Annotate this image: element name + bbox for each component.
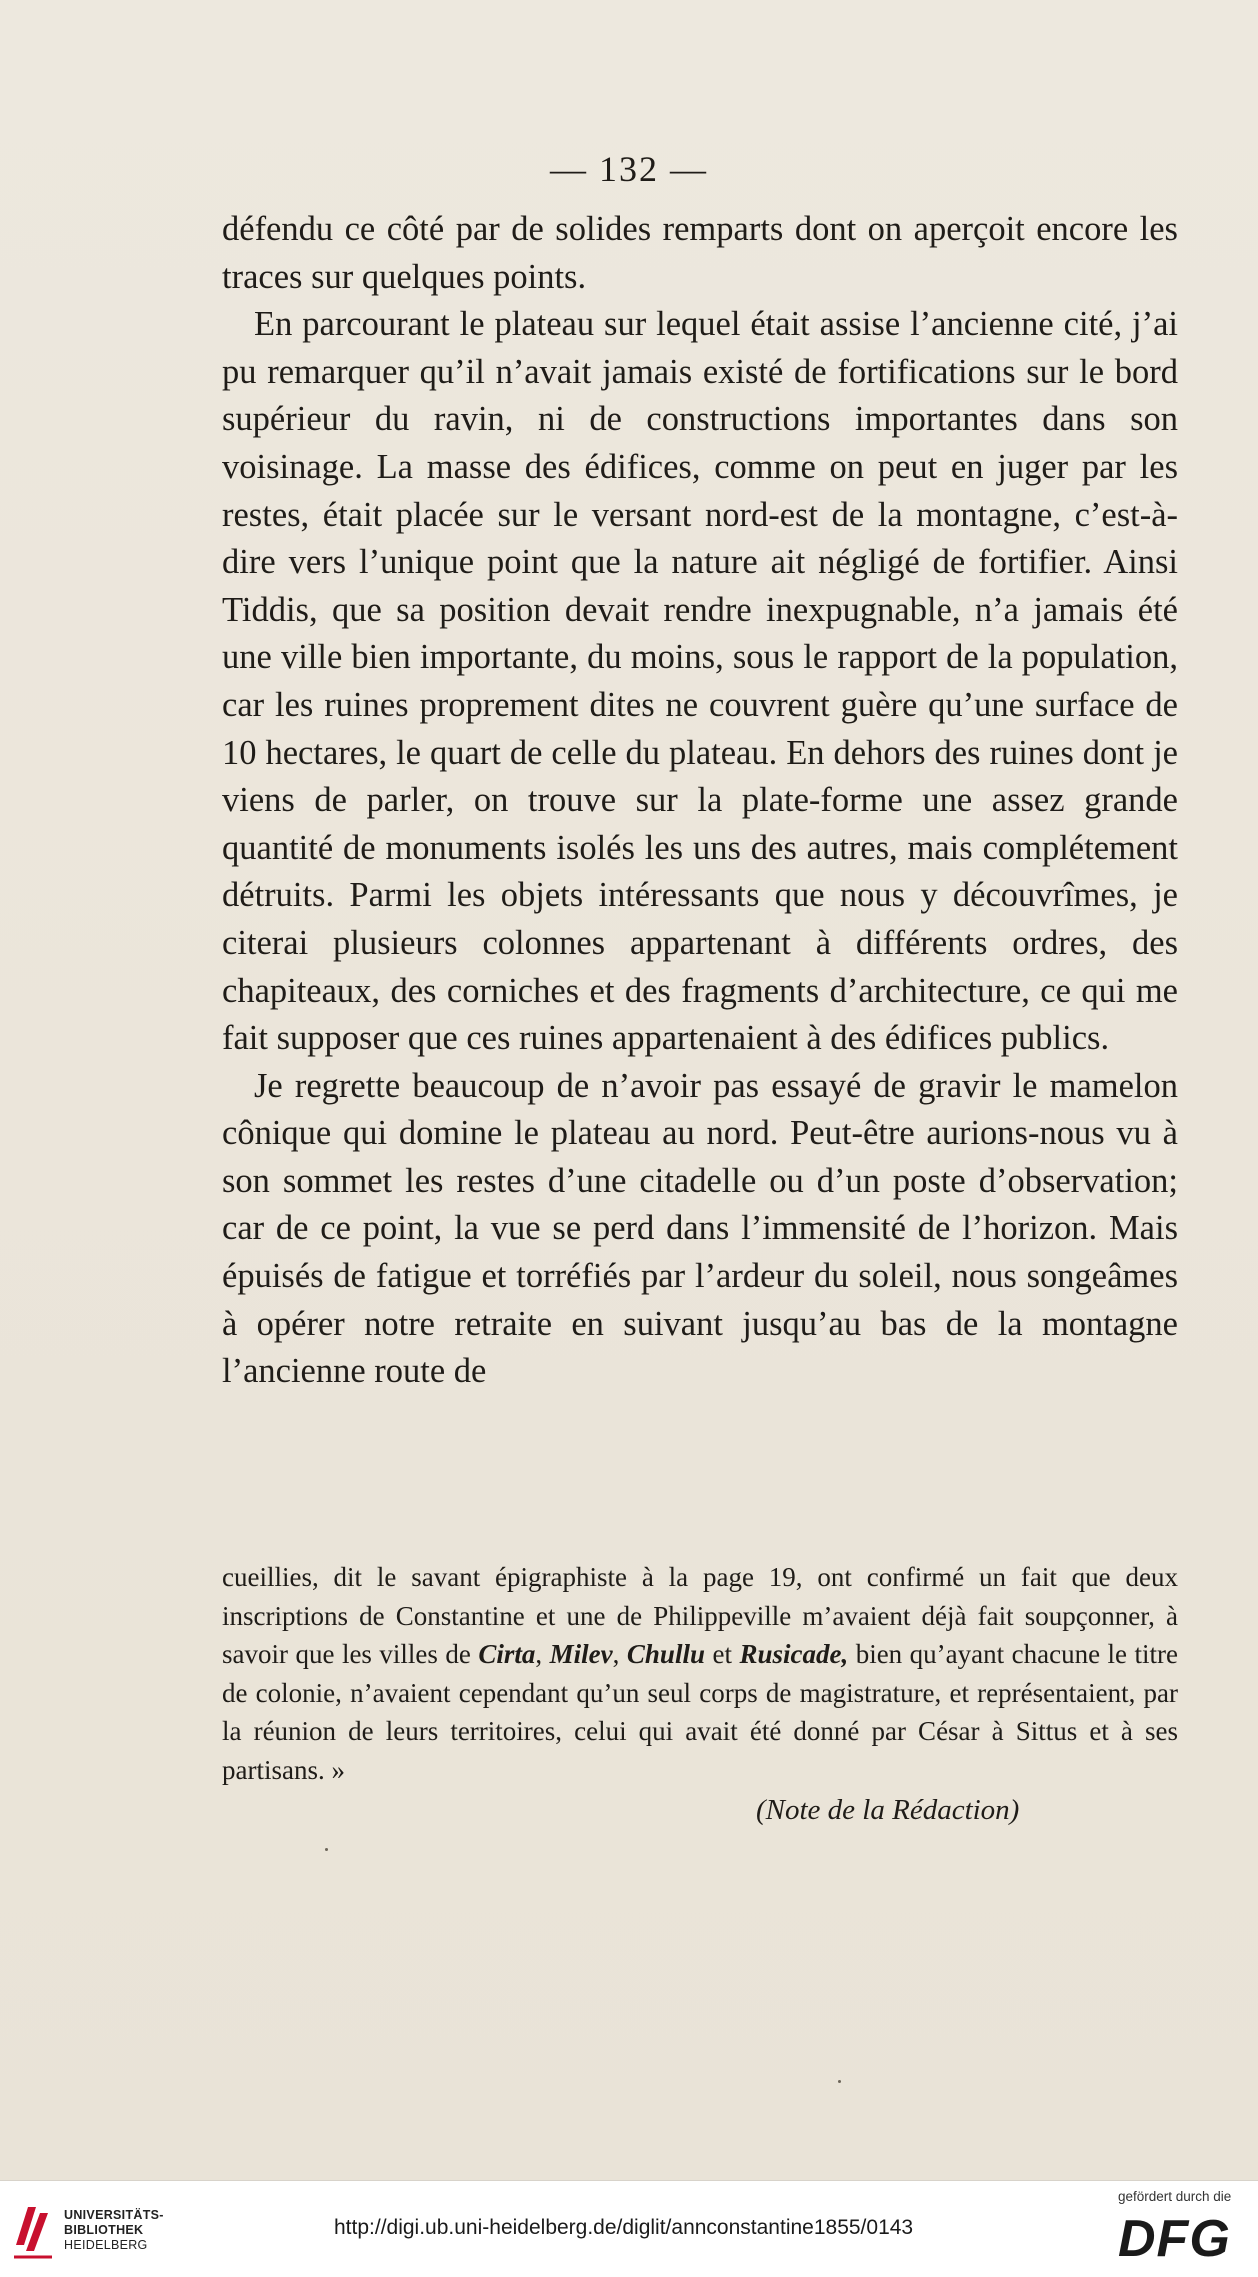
dfg-logo: DFG (1118, 2210, 1231, 2268)
footnote-sep-3: et (704, 1639, 740, 1669)
footnote (222, 1558, 1178, 1789)
city-chullu: Chullu (626, 1639, 705, 1669)
city-rusicade: Rusicade, (739, 1639, 849, 1669)
footnote-paragraph (222, 1558, 1178, 1789)
paragraph-2: En parcourant le plateau sur lequel était assise l’ancienne cité, j’ai pu remarquer qu’il n’avait jamais existé de fortifications sur le bord supérieur du ravin, ni de constructions importantes dans son voisinage. La masse des édifices, comme on peut en juger par les restes, était placée sur le versant nord-est de la montagne, c’est-à-dire vers l’unique point que la nature ait négligé de fortifier. Ainsi Tiddis, que sa position devait rendre inexpugnable, n’a jamais été une ville bien importante, du moins, sous le rapport de la population, car les ruines proprement dites ne couvrent guère qu’une surface de 10 hectares, le quart de celle du plateau. En dehors des ruines dont je viens de parler, on trouve sur la plate-forme une assez grande quantité de monuments isolés les uns des autres, mais complétement détruits. Parmi les objets intéressants que nous y découvrîmes, je citerai plusieurs colonnes appartenant à différents ordres, des chapiteaux, des corniches et des fragments d’architecture, ce qui me fait supposer que ces ruines appartenaient à des édifices publics. (222, 305, 1178, 1058)
paragraph-3: Je regrette beaucoup de n’avoir pas essayé de gravir le mamelon cônique qui domine le plateau au nord. Peut-être aurions-nous vu à son sommet les restes d’une citadelle ou d’un poste d’observation; car de ce point, la vue se perd dans l’immensité de l’horizon. Mais épuisés de fatigue et torréfiés par l’ardeur du soleil, nous songeâmes à opérer notre retraite en suivant jusqu’au bas de la montagne l’ancienne route de (222, 1066, 1178, 1391)
university-library-logo-icon (12, 2195, 54, 2261)
institution-name (64, 2208, 164, 2253)
permalink-url[interactable]: http://digi.ub.uni-heidelberg.de/diglit/annconstantine1855/0143 (334, 2216, 914, 2239)
paper-speck (838, 2080, 841, 2083)
editorial-note-signature: (Note de la Rédaction) (756, 1794, 1020, 1826)
paper-speck (325, 1848, 328, 1851)
body-text (222, 206, 1178, 1396)
sponsor-label: gefördert durch die (1118, 2189, 1232, 2204)
paragraph-1: défendu ce côté par de solides remparts dont on aperçoit encore les traces sur quelques points. (222, 210, 1178, 296)
footnote-text-after: bien qu’ayant chacune le titre de colonie, n’avaient cependant qu’un seul corps de magistrature, et représentaient, par la réunion de leurs territoires, celui qui avait été donné par César à Sittus et à ses partisans. » (222, 1639, 1178, 1785)
page-number: — 132 — (550, 149, 708, 189)
city-cirta: Cirta (478, 1639, 536, 1669)
institution-line-1: UNIVERSITÄTS- (64, 2208, 164, 2222)
digitization-footer (0, 2180, 1258, 2277)
footnote-sep-2: , (612, 1639, 627, 1669)
institution-line-2: BIBLIOTHEK (64, 2223, 144, 2237)
institution-line-3: HEIDELBERG (64, 2238, 148, 2252)
city-milev: Milev (549, 1639, 613, 1669)
footnote-text-before: cueillies, dit le savant épigraphiste à la page 19, ont confirmé un fait que deux inscriptions de Constantine et une de Philippeville m’avaient déjà fait soupçonner, à savoir que les villes de (222, 1562, 1178, 1669)
footnote-sep-1: , (535, 1639, 550, 1669)
